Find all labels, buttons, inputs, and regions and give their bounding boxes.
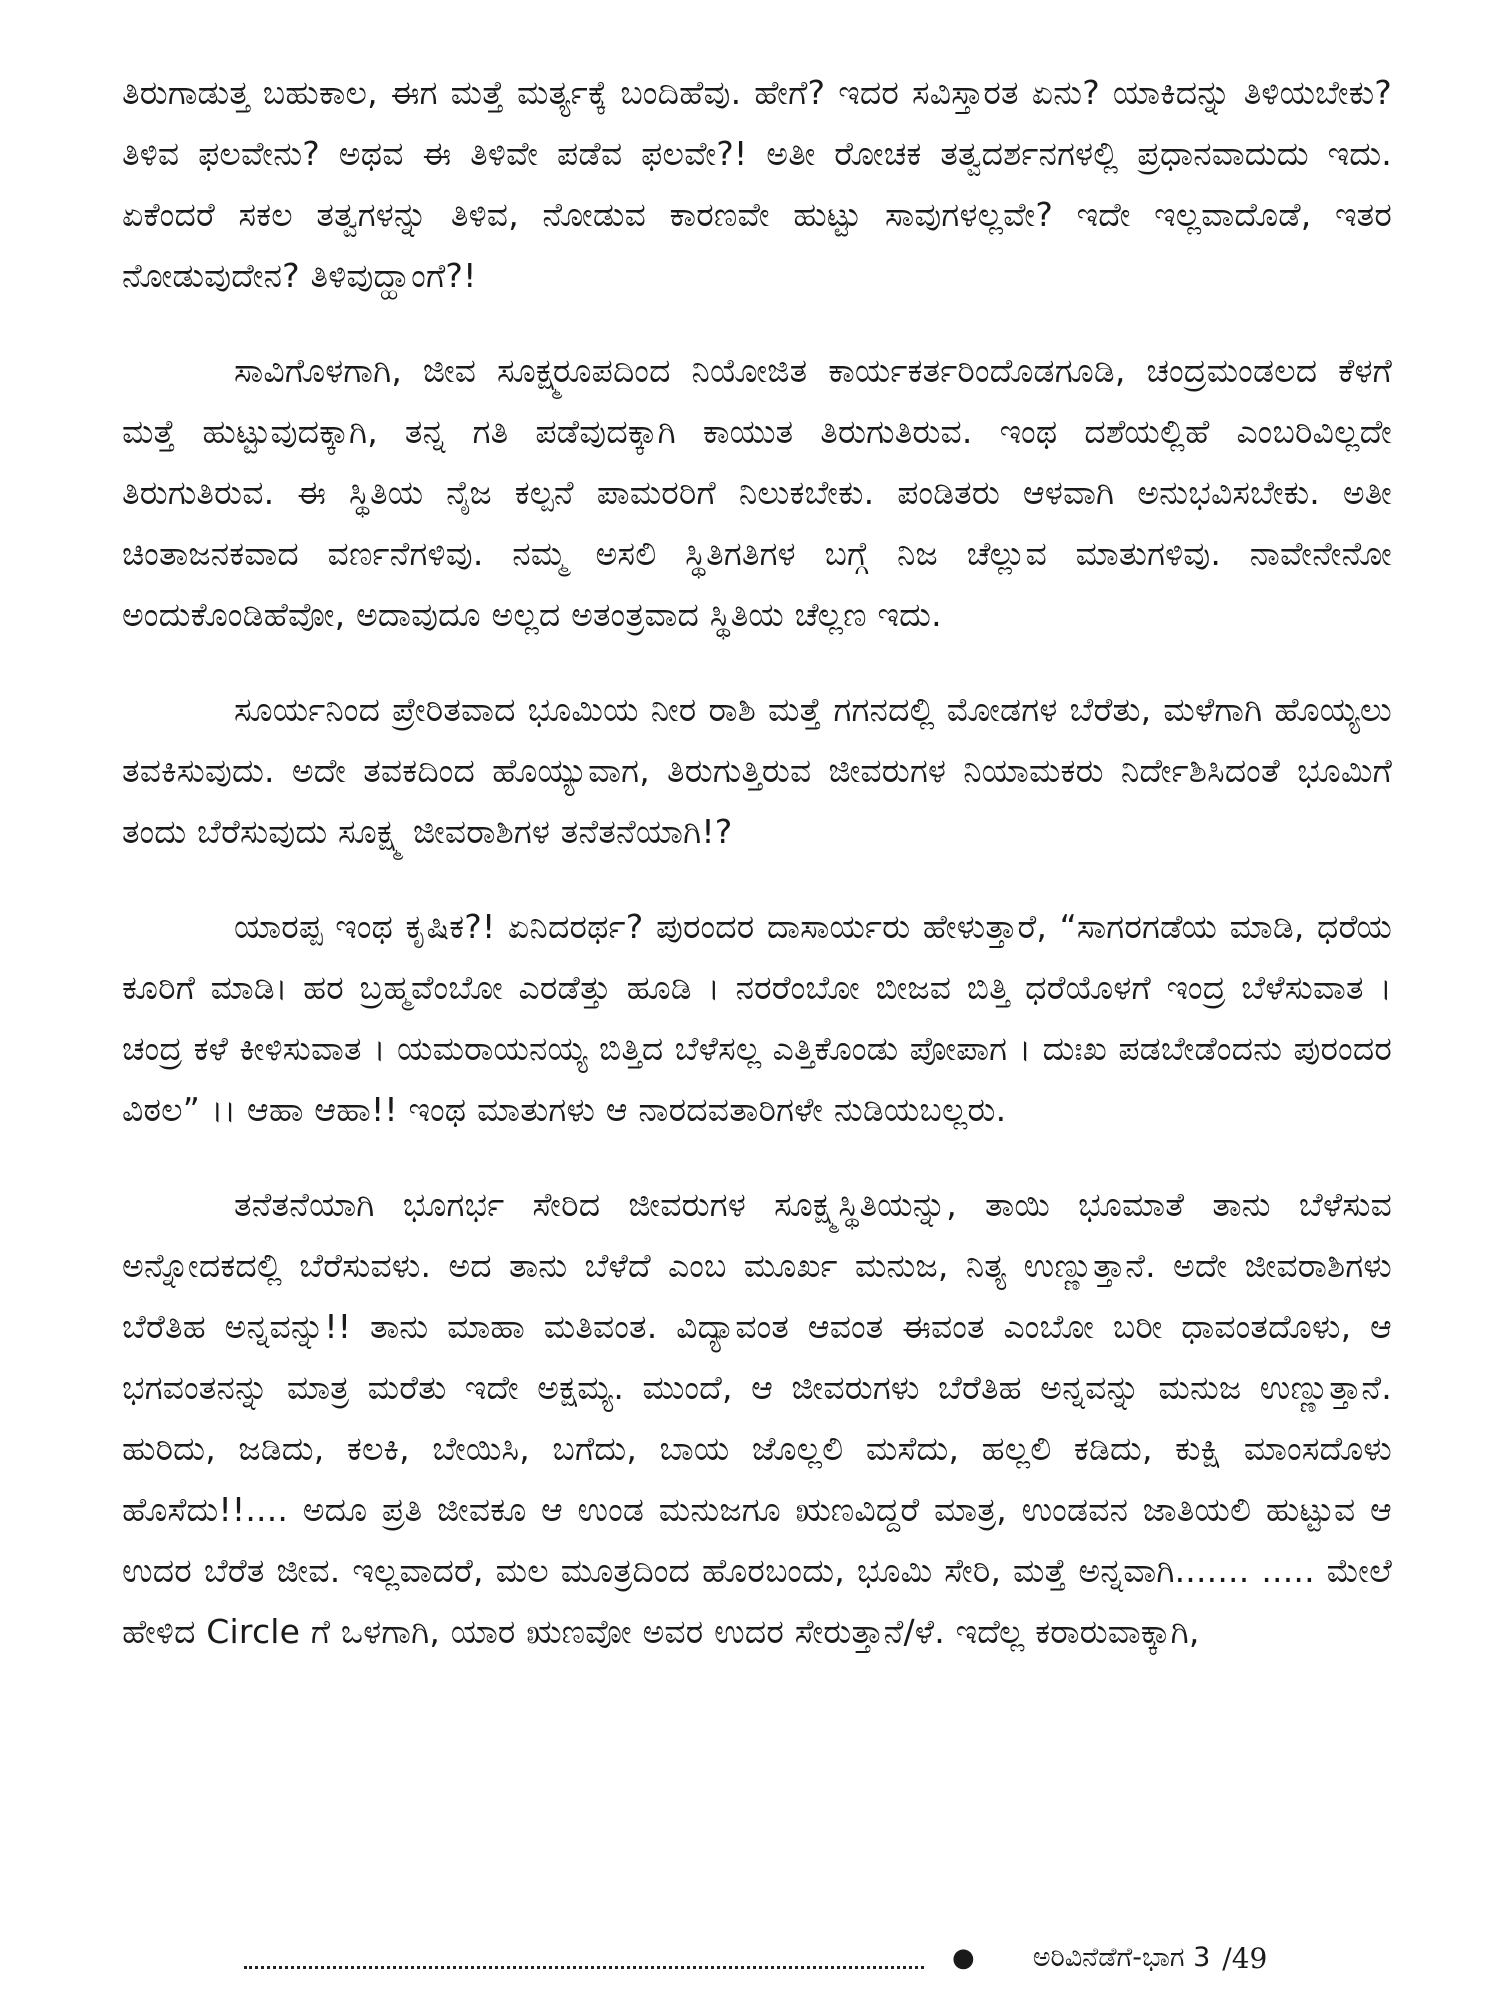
- paragraph-3: ಸೂರ್ಯನಿಂದ ಪ್ರೇರಿತವಾದ ಭೂಮಿಯ ನೀರ ರಾಶಿ ಮತ್ತೆ ಗಗನದಲ್ಲಿ ಮೋಡಗಳ ಬೆರೆತು, ಮಳೆಗಾಗಿ ಹೊಯ್ಯಲು ತವಕಿಸುವುದು. ಅದೇ ತವಕದಿಂದ ಹೊಯ್ಯುವಾಗ, ತಿರುಗುತ್ತಿರುವ ಜೀವರುಗಳ ನಿಯಾಮಕರು ನಿರ್ದೇಶಿಸಿದಂತೆ ಭೂಮಿಗೆ ತಂದು ಬೆರೆಸುವುದು ಸೂಕ್ಷ್ಮ ಜೀವರಾಶಿಗಳ ತನೆತನೆಯಾಗಿ!?: [122, 690, 1392, 851]
- document-page: [122, 62, 1392, 1696]
- footer-page-number: /49: [1222, 1941, 1268, 1975]
- page-footer: [244, 1938, 1394, 1978]
- paragraph-4: ಯಾರಪ್ಪ ಇಂಥ ಕೃಷಿಕ?! ಏನಿದರರ್ಥ? ಪುರಂದರ ದಾಸಾರ್ಯರು ಹೇಳುತ್ತಾರೆ, “ಸಾಗರಗಡೆಯ ಮಾಡಿ, ಧರೆಯ ಕೂರಿಗೆ ಮಾಡಿ। ಹರ ಬ್ರಹ್ಮವೆಂಬೋ ಎರಡೆತ್ತು ಹೂಡಿ । ನರರೆಂಬೋ ಬೀಜವ ಬಿತ್ತಿ ಧರೆಯೊಳಗೆ ಇಂದ್ರ ಬೆಳೆಸುವಾತ । ಚಂದ್ರ ಕಳೆ ಕೀಳಿಸುವಾತ । ಯಮರಾಯನಯ್ಯ ಬಿತ್ತಿದ ಬೆಳೆಸಲ್ಲ ಎತ್ತಿಕೊಂಡು ಪೋಪಾಗ । ದುಃಖ ಪಡಬೇಡೆಂದನು ಪುರಂದರ ವಿಠಲ” ।। ಆಹಾ ಆಹಾ!! ಇಂಥ ಮಾತುಗಳು ಆ ನಾರದವತಾರಿಗಳೇ ನುಡಿಯಬಲ್ಲರು.: [122, 907, 1392, 1129]
- paragraph-1: ತಿರುಗಾಡುತ್ತ ಬಹುಕಾಲ, ಈಗ ಮತ್ತೆ ಮರ್ತ್ಯಕ್ಕೆ ಬಂದಿಹೆವು. ಹೇಗೆ? ಇದರ ಸವಿಸ್ತಾರತ ಏನು? ಯಾಕಿದನ್ನು ತಿಳಿಯಬೇಕು? ತಿಳಿವ ಫಲವೇನು? ಅಥವ ಈ ತಿಳಿವೇ ಪಡೆವ ಫಲವೇ?! ಅತೀ ರೋಚಕ ತತ್ವದರ್ಶನಗಳಲ್ಲಿ ಪ್ರಧಾನವಾದುದು ಇದು. ಏಕೆಂದರೆ ಸಕಲ ತತ್ವಗಳನ್ನು ತಿಳಿವ, ನೋಡುವ ಕಾರಣವೇ ಹುಟ್ಟು ಸಾವುಗಳಲ್ಲವೇ? ಇದೇ ಇಲ್ಲವಾದೊಡೆ, ಇತರ ನೋಡುವುದೇನ? ತಿಳಿವುದ್ಹಾಂಗೆ?!: [122, 73, 1392, 295]
- footer-book-title: ಅರಿವಿನೆಡೆಗೆ-ಭಾಗ 3: [1032, 1942, 1211, 1973]
- paragraph-5: ತನೆತನೆಯಾಗಿ ಭೂಗರ್ಭ ಸೇರಿದ ಜೀವರುಗಳ ಸೂಕ್ಷ್ಮಸ್ಥಿತಿಯನ್ನು, ತಾಯಿ ಭೂಮಾತೆ ತಾನು ಬೆಳೆಸುವ ಅನ್ನೋದಕದಲ್ಲಿ ಬೆರೆಸುವಳು. ಅದ ತಾನು ಬೆಳೆದೆ ಎಂಬ ಮೂರ್ಖ ಮನುಜ, ನಿತ್ಯ ಉಣ್ಣುತ್ತಾನೆ. ಅದೇ ಜೀವರಾಶಿಗಳು ಬೆರೆತಿಹ ಅನ್ನವನ್ನು!! ತಾನು ಮಾಹಾ ಮತಿವಂತ. ವಿದ್ಯಾವಂತ ಆವಂತ ಈವಂತ ಎಂಬೋ ಬರೀ ಧಾವಂತದೊಳು, ಆ ಭಗವಂತನನ್ನು ಮಾತ್ರ ಮರೆತು ಇದೇ ಅಕ್ಷಮ್ಯ. ಮುಂದೆ, ಆ ಜೀವರುಗಳು ಬೆರೆತಿಹ ಅನ್ನವನ್ನು ಮನುಜ ಉಣ್ಣುತ್ತಾನೆ. ಹುರಿದು, ಜಡಿದು, ಕಲಕಿ, ಬೇಯಿಸಿ, ಬಗೆದು, ಬಾಯ ಜೊಲ್ಲಲಿ ಮಸೆದು, ಹಲ್ಲಲಿ ಕಡಿದು, ಕುಕ್ಷಿ ಮಾಂಸದೊಳು ಹೊಸೆದು!!.... ಅದೂ ಪ್ರತಿ ಜೀವಕೂ ಆ ಉಂಡ ಮನುಜಗೂ ಋಣವಿದ್ದರೆ ಮಾತ್ರ, ಉಂಡವನ ಜಾತಿಯಲಿ ಹುಟ್ಟುವ ಆ ಉದರ ಬೆರೆತ ಜೀವ. ಇಲ್ಲವಾದರೆ, ಮಲ ಮೂತ್ರದಿಂದ ಹೊರಬಂದು, ಭೂಮಿ ಸೇರಿ, ಮತ್ತೆ ಅನ್ನವಾಗಿ....... ..... ಮೇಲೆ ಹೇಳಿದ Circle ಗೆ ಒಳಗಾಗಿ, ಯಾರ ಋಣವೋ ಅವರ ಉದರ ಸೇರುತ್ತಾನೆ/ಳೆ. ಇದೆಲ್ಲ ಕರಾರುವಾಕ್ಕಾಗಿ,: [122, 1185, 1392, 1651]
- paragraph-2: ಸಾವಿಗೊಳಗಾಗಿ, ಜೀವ ಸೂಕ್ಷ್ಮರೂಪದಿಂದ ನಿಯೋಜಿತ ಕಾರ್ಯಕರ್ತರಿಂದೊಡಗೂಡಿ, ಚಂದ್ರಮಂಡಲದ ಕೆಳಗೆ ಮತ್ತೆ ಹುಟ್ಟುವುದಕ್ಕಾಗಿ, ತನ್ನ ಗತಿ ಪಡೆವುದಕ್ಕಾಗಿ ಕಾಯುತ ತಿರುಗುತಿರುವ. ಇಂಥ ದಶೆಯಲ್ಲಿಹೆ ಎಂಬರಿವಿಲ್ಲದೇ ತಿರುಗುತಿರುವ. ಈ ಸ್ಥಿತಿಯ ನೈಜ ಕಲ್ಪನೆ ಪಾಮರರಿಗೆ ನಿಲುಕಬೇಕು. ಪಂಡಿತರು ಆಳವಾಗಿ ಅನುಭವಿಸಬೇಕು. ಅತೀ ಚಿಂತಾಜನಕವಾದ ವರ್ಣನೆಗಳಿವು. ನಮ್ಮ ಅಸಲಿ ಸ್ಥಿತಿಗತಿಗಳ ಬಗ್ಗೆ ನಿಜ ಚೆಲ್ಲುವ ಮಾತುಗಳಿವು. ನಾವೇನೇನೋ ಅಂದುಕೊಂಡಿಹೆವೋ, ಅದಾವುದೂ ಅಲ್ಲದ ಅತಂತ್ರವಾದ ಸ್ಥಿತಿಯ ಚೆಲ್ಲಣ ಇದು.: [122, 351, 1392, 634]
- footer-bullet-icon: ●: [952, 1943, 975, 1973]
- footer-dotted-rule: [244, 1948, 924, 1969]
